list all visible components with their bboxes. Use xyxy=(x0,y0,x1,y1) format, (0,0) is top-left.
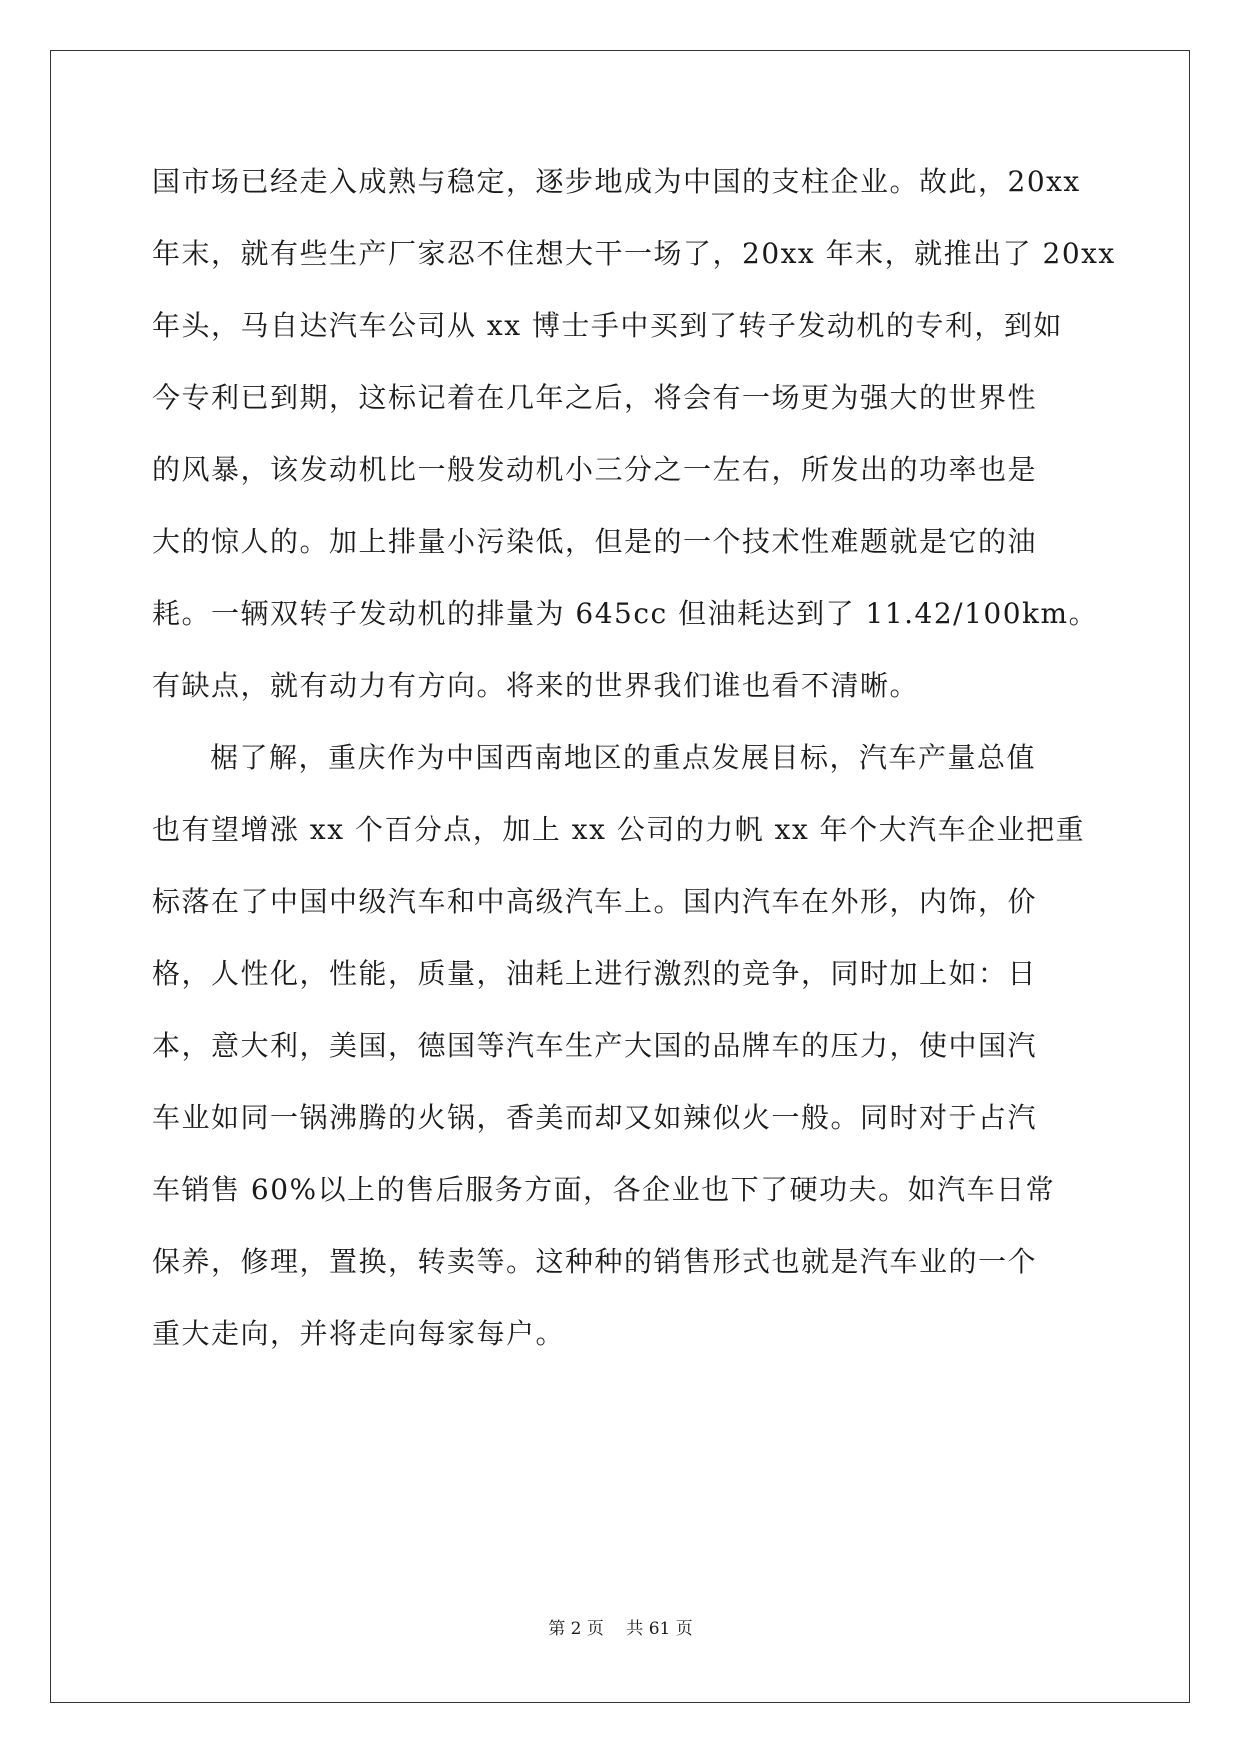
text-line: 耗。一辆双转子发动机的排量为 645cc 但油耗达到了 11.42/100km。 xyxy=(152,597,1099,630)
text-line: 的风暴，该发动机比一般发动机小三分之一左右，所发出的功率也是 xyxy=(152,453,1038,486)
text-line: 重大走向，并将走向每家每户。 xyxy=(152,1317,566,1350)
page-number-footer: 第 2 页 共 61 页 xyxy=(548,1619,693,1639)
text-line: 格，人性化，性能，质量，油耗上进行激烈的竞争，同时加上如：日 xyxy=(152,957,1038,990)
text-line: 年末，就有些生产厂家忍不住想大干一场了，20xx 年末，就推出了 20xx xyxy=(152,237,1116,270)
text-line: 标落在了中国中级汽车和中高级汽车上。国内汽车在外形，内饰，价 xyxy=(152,885,1038,918)
text-line: 保养，修理，置换，转卖等。这种种的销售形式也就是汽车业的一个 xyxy=(152,1245,1038,1278)
text-line: 本，意大利，美国，德国等汽车生产大国的品牌车的压力，使中国汽 xyxy=(152,1029,1038,1062)
text-line: 有缺点，就有动力有方向。将来的世界我们谁也看不清晰。 xyxy=(152,669,920,702)
text-line: 国市场已经走入成熟与稳定，逐步地成为中国的支柱企业。故此，20xx xyxy=(152,165,1081,198)
text-line: 大的惊人的。加上排量小污染低，但是的一个技术性难题就是它的油 xyxy=(152,525,1038,558)
text-line: 车销售 60%以上的售后服务方面，各企业也下了硬功夫。如汽车日常 xyxy=(152,1173,1056,1206)
text-line: 车业如同一锅沸腾的火锅，香美而却又如辣似火一般。同时对于占汽 xyxy=(152,1101,1038,1134)
paragraph-first-line: 椐了解，重庆作为中国西南地区的重点发展目标，汽车产量总值 xyxy=(210,741,1037,774)
text-line: 年头，马自达汽车公司从 xx 博士手中买到了转子发动机的专利，到如 xyxy=(152,309,1063,342)
page-border xyxy=(50,50,1190,1703)
text-line: 也有望增涨 xx 个百分点，加上 xx 公司的力帆 xx 年个大汽车企业把重 xyxy=(152,813,1086,846)
text-line: 今专利已到期，这标记着在几年之后，将会有一场更为强大的世界性 xyxy=(152,381,1038,414)
